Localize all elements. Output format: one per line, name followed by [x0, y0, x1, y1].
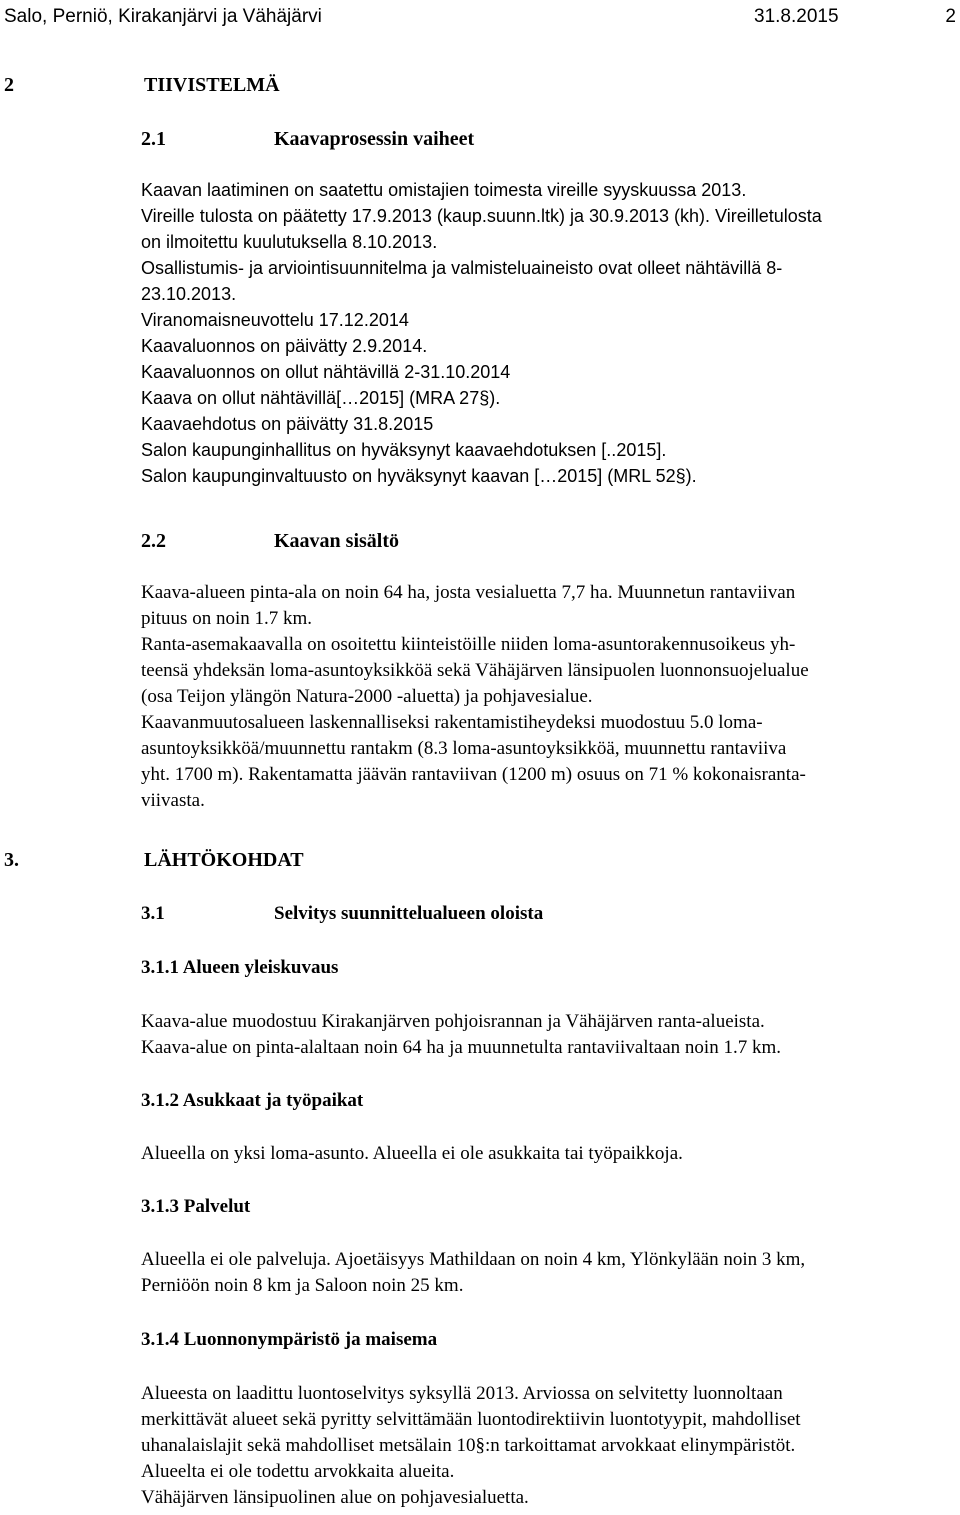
- heading-number: 3.1: [141, 903, 165, 924]
- text-line: Kaavaehdotus on päivätty 31.8.2015: [141, 414, 434, 434]
- text-line: Kaava on ollut nähtävillä[…2015] (MRA 27§).: [141, 388, 501, 408]
- heading-number: 2: [4, 74, 14, 96]
- text-line: merkittävät alueet sekä pyritty selvittämään luontodirektiivin luontotyypit, mahdolliset: [141, 1409, 801, 1430]
- text-line: Kaavaluonnos on ollut nähtävillä 2-31.10.2014: [141, 362, 511, 382]
- heading-number: 3.1.3: [141, 1196, 179, 1217]
- text-line: Kaavaluonnos on päivätty 2.9.2014.: [141, 336, 428, 356]
- text-line: uhanalaislajit sekä mahdolliset metsälain 10§:n tarkoittamat arvokkaat elinympäristöt.: [141, 1435, 796, 1456]
- text-line: Kaavan laatiminen on saatettu omistajien toimesta vireille syyskuussa 2013.: [141, 180, 747, 200]
- paragraph-plan-content: [141, 580, 809, 814]
- text-line: Kaava-alue muodostuu Kirakanjärven pohjoisrannan ja Vähäjärven ranta-alueista.: [141, 1011, 765, 1032]
- text-line: Salon kaupunginhallitus on hyväksynyt kaavaehdotuksen [..2015].: [141, 440, 667, 460]
- heading-title: LÄHTÖKOHDAT: [144, 849, 304, 871]
- heading-number: 3.: [4, 849, 19, 871]
- text-line: viivasta.: [141, 790, 205, 811]
- header-page-number: 2: [945, 6, 956, 27]
- heading-number: 3.1.1: [141, 957, 179, 978]
- heading-number: 2.2: [141, 530, 166, 552]
- running-header: [4, 2, 956, 32]
- heading-section-3-1-2: [141, 1088, 363, 1114]
- text-line: Vähäjärven länsipuolinen alue on pohjavesialuetta.: [141, 1487, 529, 1508]
- text-line: Perniöön noin 8 km ja Saloon noin 25 km.: [141, 1275, 464, 1296]
- paragraph-residents: [141, 1141, 683, 1167]
- text-line: Viranomaisneuvottelu 17.12.2014: [141, 310, 409, 330]
- text-line: 23.10.2013.: [141, 284, 237, 304]
- heading-number: 3.1.2: [141, 1090, 179, 1111]
- heading-number: 2.1: [141, 128, 166, 150]
- heading-title: Alueen yleiskuvaus: [182, 957, 339, 978]
- paragraph-general-description: [141, 1009, 781, 1061]
- heading-section-2-1: [141, 126, 474, 152]
- heading-title: Luonnonympäristö ja maisema: [183, 1329, 438, 1350]
- heading-section-3-1-4: [141, 1327, 437, 1353]
- text-line: yht. 1700 m). Rakentamatta jäävän rantaviivan (1200 m) osuus on 71 % kokonaisranta-: [141, 764, 806, 785]
- text-line: Osallistumis- ja arviointisuunnitelma ja valmisteluaineisto ovat olleet nähtävillä 8-: [141, 258, 783, 278]
- paragraph-process-steps: [141, 177, 822, 489]
- heading-section-2: [4, 72, 280, 98]
- heading-section-3: [4, 847, 304, 873]
- text-line: Ranta-asemakaavalla on osoitettu kiinteistöille niiden loma-asuntorakennusoikeus yh-: [141, 634, 796, 655]
- text-line: Vireille tulosta on päätetty 17.9.2013 (kaup.suunn.ltk) ja 30.9.2013 (kh). Vireilletulosta: [141, 206, 822, 226]
- text-line: pituus on noin 1.7 km.: [141, 608, 313, 629]
- text-line: Alueella ei ole palveluja. Ajoetäisyys Mathildaan on noin 4 km, Ylönkylään noin 3 km,: [141, 1249, 806, 1270]
- text-line: teensä yhdeksän loma-asuntoyksikköä sekä Vähäjärven länsipuolen luonnonsuojelualue: [141, 660, 809, 681]
- text-line: Salon kaupunginvaltuusto on hyväksynyt kaavan […2015] (MRL 52§).: [141, 466, 697, 486]
- heading-title: Kaavaprosessin vaiheet: [274, 128, 475, 150]
- paragraph-nature: [141, 1381, 801, 1511]
- text-line: (osa Teijon ylängön Natura-2000 -aluetta) ja pohjavesialue.: [141, 686, 593, 707]
- text-line: Alueesta on laadittu luontoselvitys syksyllä 2013. Arviossa on selvitetty luonnoltaan: [141, 1383, 783, 1404]
- text-line: Alueelta ei ole todettu arvokkaita alueita.: [141, 1461, 455, 1482]
- text-line: Kaava-alue on pinta-alaltaan noin 64 ha ja muunnetulta rantaviivaltaan noin 1.7 km.: [141, 1037, 781, 1058]
- text-line: on ilmoitettu kuulutuksella 8.10.2013.: [141, 232, 438, 252]
- heading-number: 3.1.4: [141, 1329, 179, 1350]
- text-line: Kaavanmuutosalueen laskennalliseksi rakentamistiheydeksi muodostuu 5.0 loma-: [141, 712, 763, 733]
- heading-title: TIIVISTELMÄ: [144, 74, 280, 96]
- heading-title: Selvitys suunnittelualueen oloista: [274, 903, 544, 924]
- paragraph-services: [141, 1247, 805, 1299]
- text-line: asuntoyksikköä/muunnettu rantakm (8.3 loma-asuntoyksikköä, muunnettu rantaviiva: [141, 738, 787, 759]
- heading-title: Asukkaat ja työpaikat: [182, 1090, 364, 1111]
- heading-section-3-1-1: [141, 955, 338, 981]
- header-date: 31.8.2015: [754, 6, 839, 27]
- heading-section-3-1: [141, 901, 543, 927]
- heading-section-3-1-3: [141, 1194, 250, 1220]
- text-line: Kaava-alueen pinta-ala on noin 64 ha, josta vesialuetta 7,7 ha. Muunnetun rantaviivan: [141, 582, 796, 603]
- header-title: Salo, Perniö, Kirakanjärvi ja Vähäjärvi: [4, 6, 322, 27]
- heading-title: Kaavan sisältö: [274, 530, 400, 552]
- heading-title: Palvelut: [183, 1196, 251, 1217]
- text-line: Alueella on yksi loma-asunto. Alueella ei ole asukkaita tai työpaikkoja.: [141, 1143, 683, 1164]
- heading-section-2-2: [141, 528, 399, 554]
